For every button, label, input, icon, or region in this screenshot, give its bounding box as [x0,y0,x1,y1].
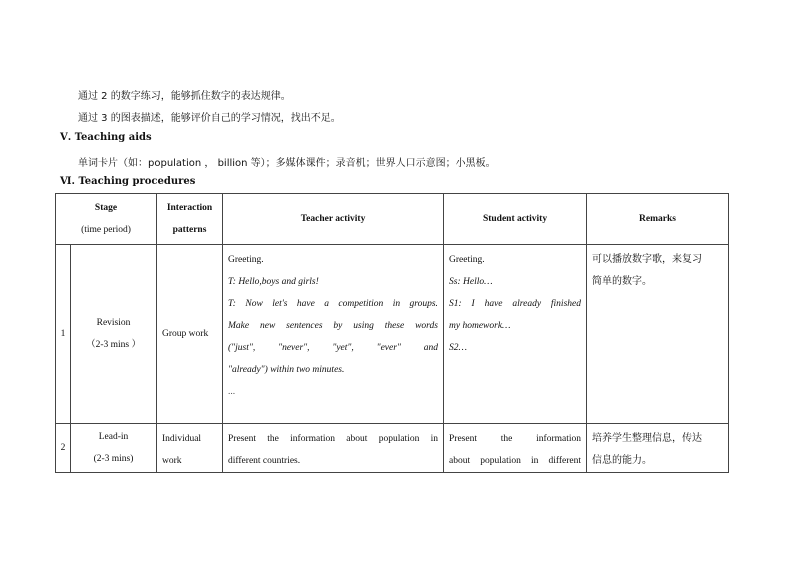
teacher-line-5: ("just", "never", "yet", "ever" and [228,343,438,353]
teaching-aids-text: 单词卡片（如：population ， billion 等）；多媒体课件；录音机；世界人口示意图；小黑板。 [78,158,496,169]
table-row [56,424,729,473]
header-teacher-activity: Teacher activity [223,194,444,245]
student-line-3: S1: I have already finished [449,299,581,309]
student-line-1: Present the information [449,434,582,444]
stage-cell: Lead-in (2-3 mins) [71,424,157,473]
intro-line-2: 通过 3 的图表描述，能够评价自己的学习情况，找出不足。 [78,113,341,124]
stage-cell: Revision （2-3 mins ） [71,245,157,424]
section-heading-teaching-procedures: Ⅵ. Teaching procedures [60,176,196,187]
table-header-row [56,194,729,245]
table-row [56,245,729,424]
row-number: 1 [56,245,71,424]
header-stage: Stage (time period) [56,194,157,245]
procedures-table [55,193,729,473]
student-activity-cell [444,424,587,473]
interaction-cell: Individual work [157,424,223,473]
intro-line-1: 通过 2 的数字练习，能够抓住数字的表达规律。 [78,91,291,102]
interaction-cell: Group work [157,245,223,424]
teacher-line-1: Present the information about population in [228,434,438,444]
student-activity-cell: Greeting. Ss: Hello… S1: I have already finished my homework… S2… [444,245,587,424]
header-student-activity: Student activity [444,194,587,245]
section-heading-teaching-aids: Ⅴ. Teaching aids [60,132,152,143]
header-interaction: Interaction patterns [157,194,223,245]
remarks-cell: 培养学生整理信息，传达 信息的能力。 [587,424,729,473]
student-line-2: about population in different [449,456,582,466]
teacher-line-4: Make new sentences by using these words [228,321,438,331]
remarks-cell: 可以播放数字歌，来复习 简单的数字。 [587,245,729,424]
teacher-activity-cell: Greeting. T: Hello,boys and girls! T: Now let's have a competition in groups. Make new sentences by using these words ("just", "never", "yet", "ever" and "already") within two minutes. ... [223,245,444,424]
teacher-activity-cell: Present the information about population in different countries. [223,424,444,473]
teacher-line-3: T: Now let's have a competition in groups. [228,299,438,309]
row-number: 2 [56,424,71,473]
header-remarks: Remarks [587,194,729,245]
